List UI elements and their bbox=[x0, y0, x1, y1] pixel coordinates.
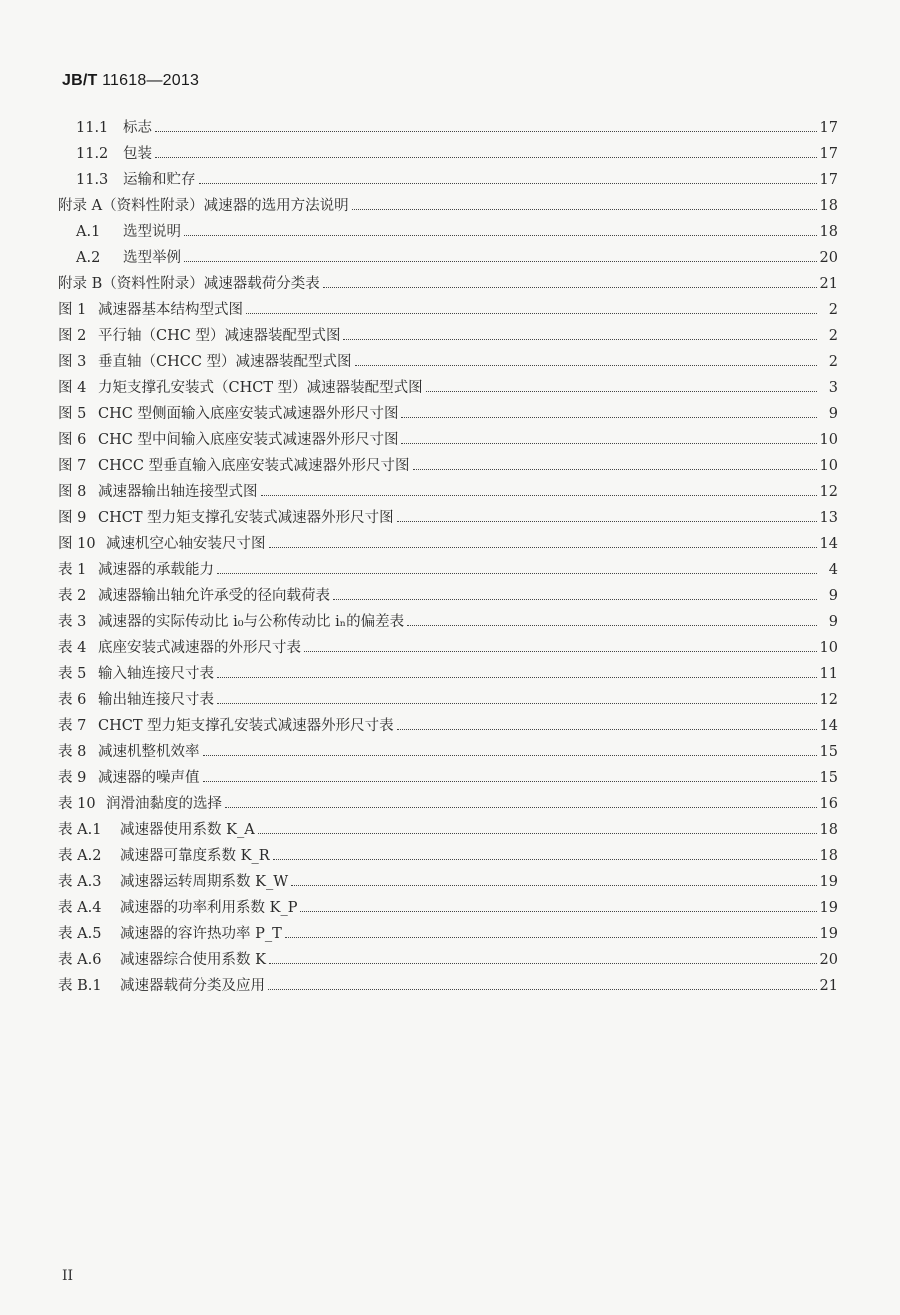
toc-entry-page: 20 bbox=[819, 952, 838, 968]
toc-entry-title: 减速器的功率利用系数 K_P bbox=[120, 900, 298, 916]
toc-entry-page: 17 bbox=[819, 172, 838, 188]
dot-leader bbox=[203, 754, 817, 756]
toc-entry-page: 18 bbox=[819, 198, 838, 214]
dot-leader bbox=[285, 936, 817, 938]
toc-entry-title: 减速器载荷分类及应用 bbox=[120, 978, 265, 994]
toc-entry[interactable] bbox=[58, 895, 838, 921]
toc-entry-number: 表 7 bbox=[58, 718, 87, 734]
dot-leader bbox=[199, 182, 817, 184]
toc-entry-number: 表 B.1 bbox=[58, 978, 102, 994]
toc-entry-number: 图 10 bbox=[58, 536, 96, 552]
toc-entry[interactable] bbox=[58, 115, 838, 141]
toc-entry-number: 表 8 bbox=[58, 744, 87, 760]
dot-leader bbox=[268, 988, 817, 990]
toc-entry-number: 表 A.5 bbox=[58, 926, 102, 942]
standard-number: 11618—2013 bbox=[102, 72, 200, 89]
toc-entry-page: 12 bbox=[819, 484, 838, 500]
toc-entry[interactable] bbox=[58, 869, 838, 895]
dot-leader bbox=[184, 260, 817, 262]
toc-entry-page: 19 bbox=[819, 874, 838, 890]
dot-leader bbox=[333, 598, 817, 600]
dot-leader bbox=[273, 858, 817, 860]
page-header bbox=[62, 72, 199, 90]
dot-leader bbox=[401, 416, 817, 418]
dot-leader bbox=[343, 338, 817, 340]
dot-leader bbox=[397, 520, 817, 522]
toc-entry-page: 21 bbox=[819, 276, 838, 292]
toc-entry-number: 图 7 bbox=[58, 458, 87, 474]
toc-entry-title: 减速机空心轴安装尺寸图 bbox=[106, 536, 266, 552]
toc-entry-page: 9 bbox=[828, 406, 838, 422]
toc-entry-title: 减速器使用系数 K_A bbox=[120, 822, 255, 838]
toc-entry-number: 图 4 bbox=[58, 380, 87, 396]
toc-entry-title: 减速器的噪声值 bbox=[98, 770, 200, 786]
toc-entry-number: 图 3 bbox=[58, 354, 87, 370]
dot-leader bbox=[352, 208, 817, 210]
toc-entry-title: 平行轴（CHC 型）减速器装配型式图 bbox=[98, 328, 341, 344]
dot-leader bbox=[217, 676, 817, 678]
dot-leader bbox=[323, 286, 817, 288]
dot-leader bbox=[413, 468, 817, 470]
dot-leader bbox=[217, 572, 817, 574]
toc-entry[interactable] bbox=[58, 531, 838, 557]
toc-entry[interactable] bbox=[58, 219, 838, 245]
toc-entry[interactable] bbox=[58, 791, 838, 817]
toc-entry-page: 10 bbox=[819, 458, 838, 474]
toc-entry-page: 19 bbox=[819, 926, 838, 942]
toc-entry[interactable] bbox=[58, 479, 838, 505]
toc-entry[interactable] bbox=[58, 947, 838, 973]
toc-entry[interactable] bbox=[58, 141, 838, 167]
toc-entry[interactable] bbox=[58, 661, 838, 687]
toc-entry-page: 9 bbox=[828, 588, 838, 604]
toc-entry-title: 选型举例 bbox=[123, 250, 181, 266]
toc-entry-page: 2 bbox=[828, 302, 838, 318]
toc-entry-number: 表 3 bbox=[58, 614, 87, 630]
toc-entry-number: 表 5 bbox=[58, 666, 87, 682]
toc-entry-title: 附录 A（资料性附录）减速器的选用方法说明 bbox=[58, 198, 349, 214]
toc-entry[interactable] bbox=[58, 817, 838, 843]
toc-entry-number: 表 4 bbox=[58, 640, 87, 656]
toc-entry-title: 垂直轴（CHCC 型）减速器装配型式图 bbox=[98, 354, 352, 370]
toc-entry[interactable] bbox=[58, 193, 838, 219]
toc-entry-number: 11.2 bbox=[76, 146, 109, 162]
toc-entry-title: CHCT 型力矩支撑孔安装式减速器外形尺寸表 bbox=[98, 718, 394, 734]
toc-entry[interactable] bbox=[58, 323, 838, 349]
toc-entry-page: 14 bbox=[819, 536, 838, 552]
toc-entry-number: 表 A.4 bbox=[58, 900, 102, 916]
toc-entry[interactable] bbox=[58, 271, 838, 297]
toc-entry-page: 18 bbox=[819, 848, 838, 864]
toc-entry[interactable] bbox=[58, 427, 838, 453]
toc-entry-title: CHCC 型垂直输入底座安装式减速器外形尺寸图 bbox=[98, 458, 410, 474]
toc-entry-number: 表 A.3 bbox=[58, 874, 102, 890]
toc-entry-number: A.2 bbox=[76, 250, 101, 266]
dot-leader bbox=[401, 442, 816, 444]
toc-entry-page: 2 bbox=[828, 328, 838, 344]
toc-entry-number: 表 9 bbox=[58, 770, 87, 786]
toc-entry-title: 减速器综合使用系数 K bbox=[120, 952, 266, 968]
toc-entry-title: 减速器输出轴连接型式图 bbox=[98, 484, 258, 500]
toc-entry-page: 18 bbox=[819, 822, 838, 838]
toc-entry[interactable] bbox=[58, 583, 838, 609]
toc-entry-number: 表 1 bbox=[58, 562, 87, 578]
toc-entry-page: 19 bbox=[819, 900, 838, 916]
dot-leader bbox=[155, 130, 817, 132]
toc-entry-number: 表 10 bbox=[58, 796, 96, 812]
toc-entry-number: 11.1 bbox=[76, 120, 109, 136]
toc-entry-title: 减速器的实际传动比 i₀与公称传动比 iₙ的偏差表 bbox=[98, 614, 405, 630]
dot-leader bbox=[291, 884, 816, 886]
toc-entry-title: 减速器的容许热功率 P_T bbox=[120, 926, 282, 942]
dot-leader bbox=[261, 494, 817, 496]
toc-entry-title: 输出轴连接尺寸表 bbox=[98, 692, 214, 708]
toc-entry-title: 减速器的承载能力 bbox=[98, 562, 214, 578]
toc-entry[interactable] bbox=[58, 843, 838, 869]
toc-entry-title: 减速器可靠度系数 K_R bbox=[120, 848, 270, 864]
toc-entry-title: 减速机整机效率 bbox=[98, 744, 200, 760]
dot-leader bbox=[203, 780, 817, 782]
toc-entry-title: 减速器输出轴允许承受的径向载荷表 bbox=[98, 588, 330, 604]
toc-entry-title: 减速器运转周期系数 K_W bbox=[120, 874, 289, 890]
table-of-contents bbox=[58, 115, 838, 999]
toc-entry[interactable] bbox=[58, 921, 838, 947]
dot-leader bbox=[407, 624, 817, 626]
dot-leader bbox=[258, 832, 817, 834]
toc-entry-page: 3 bbox=[828, 380, 838, 396]
toc-entry[interactable] bbox=[58, 687, 838, 713]
toc-entry[interactable] bbox=[58, 609, 838, 635]
toc-entry-title: 运输和贮存 bbox=[123, 172, 196, 188]
toc-entry[interactable] bbox=[58, 635, 838, 661]
toc-entry-number: 表 A.6 bbox=[58, 952, 102, 968]
dot-leader bbox=[269, 962, 817, 964]
dot-leader bbox=[184, 234, 817, 236]
toc-entry-page: 12 bbox=[819, 692, 838, 708]
toc-entry-title: 力矩支撑孔安装式（CHCT 型）减速器装配型式图 bbox=[98, 380, 423, 396]
dot-leader bbox=[397, 728, 817, 730]
toc-entry-page: 4 bbox=[828, 562, 838, 578]
toc-entry-page: 14 bbox=[819, 718, 838, 734]
toc-entry[interactable] bbox=[58, 765, 838, 791]
toc-entry-title: CHC 型侧面输入底座安装式减速器外形尺寸图 bbox=[98, 406, 399, 422]
toc-entry-page: 15 bbox=[819, 770, 838, 786]
toc-entry-title: 润滑油黏度的选择 bbox=[106, 796, 222, 812]
toc-entry-number: A.1 bbox=[76, 224, 101, 240]
toc-entry-page: 2 bbox=[828, 354, 838, 370]
toc-entry[interactable] bbox=[58, 739, 838, 765]
toc-entry-page: 18 bbox=[819, 224, 838, 240]
toc-entry-page: 20 bbox=[819, 250, 838, 266]
toc-entry-number: 图 6 bbox=[58, 432, 87, 448]
dot-leader bbox=[217, 702, 817, 704]
toc-entry-page: 21 bbox=[819, 978, 838, 994]
toc-entry-page: 10 bbox=[819, 432, 838, 448]
standard-code: JB/T bbox=[62, 72, 98, 89]
dot-leader bbox=[426, 390, 817, 392]
toc-entry-number: 图 8 bbox=[58, 484, 87, 500]
toc-entry-title: 附录 B（资料性附录）减速器载荷分类表 bbox=[58, 276, 320, 292]
toc-entry[interactable] bbox=[58, 375, 838, 401]
toc-entry[interactable] bbox=[58, 401, 838, 427]
page-number: II bbox=[62, 1268, 74, 1284]
toc-entry-page: 17 bbox=[819, 146, 838, 162]
toc-entry-page: 17 bbox=[819, 120, 838, 136]
toc-entry[interactable] bbox=[58, 713, 838, 739]
toc-entry-title: CHC 型中间输入底座安装式减速器外形尺寸图 bbox=[98, 432, 399, 448]
toc-entry[interactable] bbox=[58, 245, 838, 271]
toc-entry[interactable] bbox=[58, 505, 838, 531]
toc-entry-page: 11 bbox=[819, 666, 838, 682]
toc-entry-number: 图 5 bbox=[58, 406, 87, 422]
dot-leader bbox=[246, 312, 817, 314]
toc-entry-number: 图 1 bbox=[58, 302, 87, 318]
dot-leader bbox=[300, 910, 816, 912]
toc-entry-page: 15 bbox=[819, 744, 838, 760]
toc-entry-number: 图 9 bbox=[58, 510, 87, 526]
toc-entry[interactable] bbox=[58, 167, 838, 193]
toc-entry-number: 表 A.1 bbox=[58, 822, 102, 838]
toc-entry[interactable] bbox=[58, 973, 838, 999]
dot-leader bbox=[355, 364, 817, 366]
toc-entry-title: 底座安装式减速器的外形尺寸表 bbox=[98, 640, 301, 656]
toc-entry-number: 表 2 bbox=[58, 588, 87, 604]
dot-leader bbox=[155, 156, 817, 158]
toc-entry-number: 表 6 bbox=[58, 692, 87, 708]
dot-leader bbox=[269, 546, 817, 548]
toc-entry-title: 包装 bbox=[123, 146, 152, 162]
dot-leader bbox=[304, 650, 817, 652]
toc-entry-page: 10 bbox=[819, 640, 838, 656]
toc-entry-title: 减速器基本结构型式图 bbox=[98, 302, 243, 318]
toc-entry-number: 11.3 bbox=[76, 172, 109, 188]
toc-entry[interactable] bbox=[58, 297, 838, 323]
toc-entry-number: 图 2 bbox=[58, 328, 87, 344]
toc-entry-title: 选型说明 bbox=[123, 224, 181, 240]
toc-entry-page: 13 bbox=[819, 510, 838, 526]
toc-entry[interactable] bbox=[58, 349, 838, 375]
toc-entry-number: 表 A.2 bbox=[58, 848, 102, 864]
toc-entry-title: 输入轴连接尺寸表 bbox=[98, 666, 214, 682]
toc-entry-page: 16 bbox=[819, 796, 838, 812]
toc-entry-title: 标志 bbox=[123, 120, 152, 136]
dot-leader bbox=[225, 806, 817, 808]
toc-entry[interactable] bbox=[58, 557, 838, 583]
toc-entry-page: 9 bbox=[828, 614, 838, 630]
toc-entry[interactable] bbox=[58, 453, 838, 479]
toc-entry-title: CHCT 型力矩支撑孔安装式减速器外形尺寸图 bbox=[98, 510, 394, 526]
